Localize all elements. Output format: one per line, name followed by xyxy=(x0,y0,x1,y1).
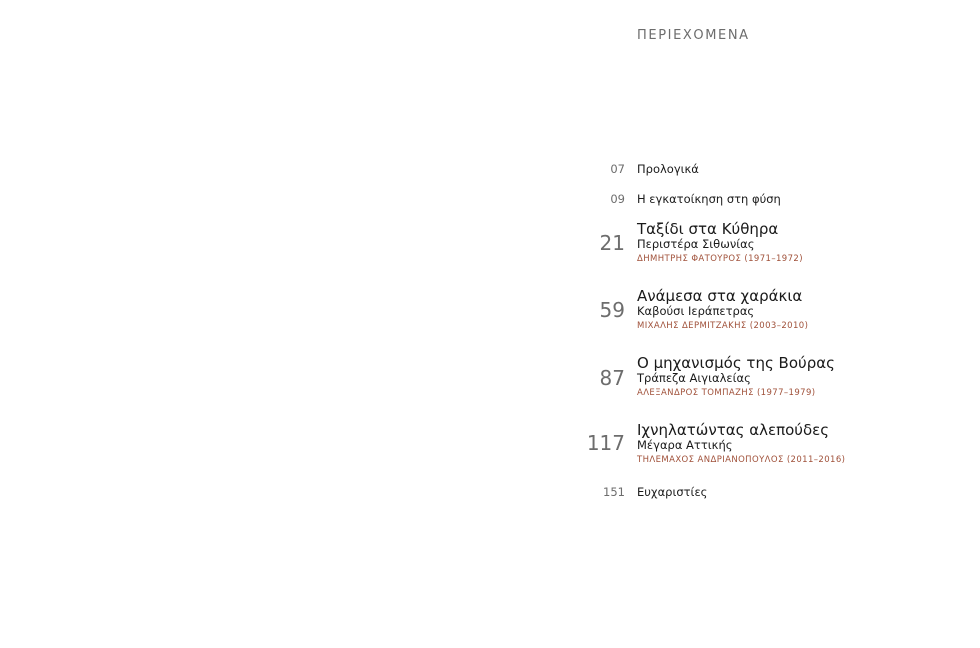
toc-entry-title: Ταξίδι στα Κύθηρα xyxy=(637,220,779,238)
toc-page-number: 07 xyxy=(610,162,625,176)
toc-entry-author: ΜΙΧΑΛΗΣ ΔΕΡΜΙΤΖΑΚΗΣ (2003–2010) xyxy=(637,321,809,331)
toc-entry-title: Ανάμεσα στα χαράκια xyxy=(637,287,803,305)
toc-entry-author: ΤΗΛΕΜΑΧΟΣ ΑΝΔΡΙΑΝΟΠΟΥΛΟΣ (2011–2016) xyxy=(637,455,846,465)
toc-entry-title: Η εγκατοίκηση στη φύση xyxy=(637,192,781,206)
toc-entry-title: Ο μηχανισμός της Βούρας xyxy=(637,354,835,372)
toc-entry-place: Μέγαρα Αττικής xyxy=(637,438,733,452)
toc-page-number: 151 xyxy=(603,485,625,499)
toc-entry-place: Τράπεζα Αιγιαλείας xyxy=(637,371,751,385)
toc-entry-author: ΑΛΕΞΑΝΔΡΟΣ ΤΟΜΠΑΖΗΣ (1977–1979) xyxy=(637,388,816,398)
toc-entry-place: Καβούσι Ιεράπετρας xyxy=(637,304,755,318)
toc-entry-title: Προλογικά xyxy=(637,162,699,176)
toc-page-number: 21 xyxy=(599,231,625,255)
toc-page-number: 59 xyxy=(599,298,625,322)
toc-page-number: 09 xyxy=(610,192,625,206)
toc-entry-title: Ιχνηλατώντας αλεπούδες xyxy=(637,421,830,439)
toc-heading: ΠΕΡΙΕΧΟΜΕΝΑ xyxy=(637,28,750,43)
toc-entry-place: Περιστέρα Σιθωνίας xyxy=(637,237,755,251)
toc-page-number: 117 xyxy=(586,431,625,455)
toc-entry-author: ΔΗΜΗΤΡΗΣ ΦΑΤΟΥΡΟΣ (1971–1972) xyxy=(637,254,803,264)
toc-page-number: 87 xyxy=(599,366,625,390)
toc-entry-title: Ευχαριστίες xyxy=(637,485,708,499)
